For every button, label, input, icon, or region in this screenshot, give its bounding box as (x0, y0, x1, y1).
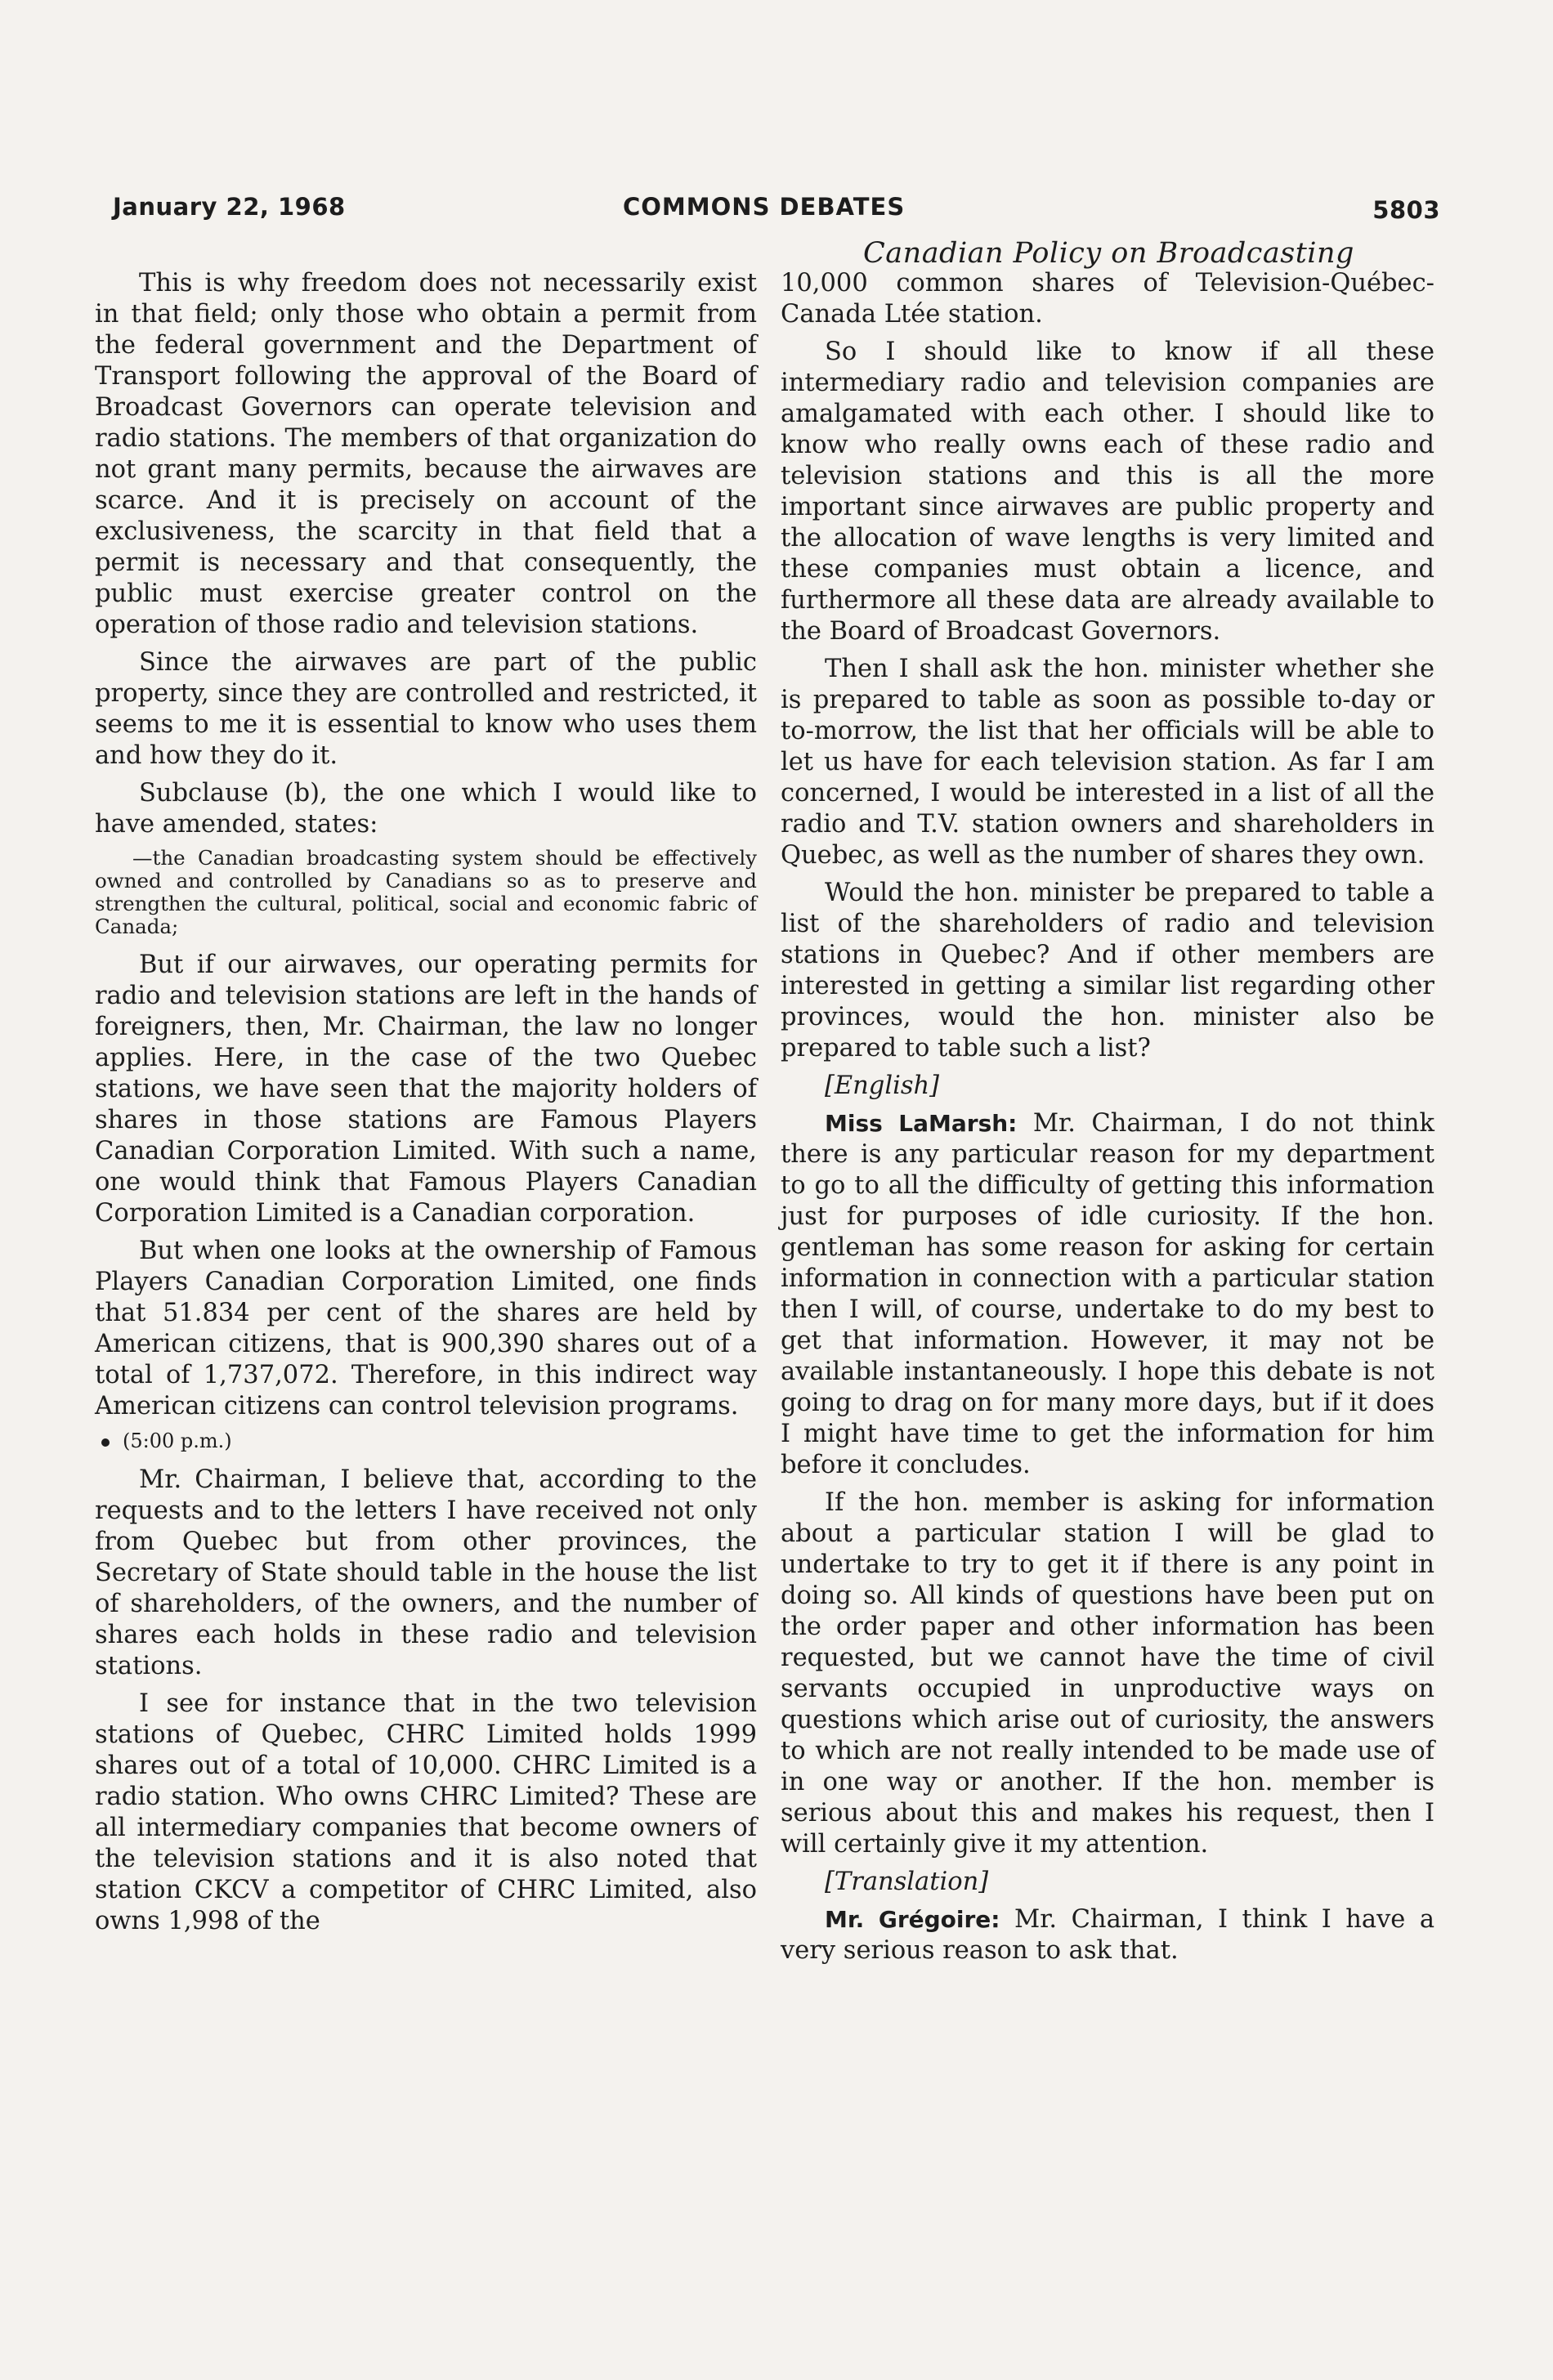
speech-paragraph (781, 1108, 1434, 1481)
paragraph: 10,000 common shares of Television-Québec-Canada Ltée station. (781, 269, 1434, 329)
running-head (113, 193, 1440, 229)
time-marker-text: (5:00 p.m.) (123, 1429, 232, 1452)
paragraph: Since the airwaves are part of the public property, since they are controlled and restricted, it seems to me it is essential to know who uses them and how they do it. (95, 648, 757, 770)
bullet-icon (101, 1438, 110, 1447)
left-column (95, 268, 757, 1944)
paragraph: Then I shall ask the hon. minister whether she is prepared to table as soon as possible to-day or to-morrow, the list that her officials will be able to let us have for each television station. As far I am concerned, I would be interested in a list of all the radio and T.V. station owners and shareholders in Quebec, as well as the number of shares they own. (781, 655, 1434, 870)
header-date: January 22, 1968 (113, 193, 346, 221)
paragraph: So I should like to know if all these intermediary radio and television companies are amalgamated with each other. I should like to know who really owns each of these radio and television stations and this is all the more important since airwaves are public property and the allocation of wave lengths is very limited and these companies must obtain a licence, and furthermore all these data are already available to the Board of Broadcast Governors. (781, 338, 1434, 646)
paragraph: Would the hon. minister be prepared to table a list of the shareholders of radio and television stations in Quebec? And if other members are interested in getting a similar list regarding other provinces, would the hon. minister also be prepared to table such a list? (781, 879, 1434, 1062)
language-tag: [English] (825, 1071, 940, 1100)
speaker-name: Mr. Grégoire: (825, 1906, 1000, 1933)
paragraph: This is why freedom does not necessarily exist in that field; only those who obtain a permit from the federal government and the Department of Transport following the approval of the Board of Broadcast Governors can operate television and radio stations. The members of that organization do not grant many permits, because the airwaves are scarce. And it is precisely on account of the exclusiveness, the scarcity in that field that a permit is necessary and that consequently, the public must exercise greater control on the operation of those radio and television stations. (95, 269, 757, 639)
speech-paragraph (781, 1904, 1434, 1966)
language-tag: [Translation] (825, 1868, 989, 1896)
quoted-subclause: —the Canadian broadcasting system should be effectively owned and controlled by Canadians so as to preserve and strengthen the cultural, political, social and economic fabric of Canada; (95, 846, 757, 938)
paragraph: If the hon. member is asking for information about a particular station I will be glad to undertake to try to get it if there is any point in doing so. All kinds of questions have been put on the order paper and other information has been requested, but we cannot have the time of civil servants occupied in unproductive ways on questions which arise out of curiosity, the answers to which are not really intended to be made use of in one way or another. If the hon. member is serious about this and makes his request, then I will certainly give it my attention. (781, 1488, 1434, 1859)
right-column (781, 268, 1434, 1973)
header-title: COMMONS DEBATES (623, 193, 906, 221)
paragraph: I see for instance that in the two television stations of Quebec, CHRC Limited holds 1999 shares out of a total of 10,000. CHRC Limited is a radio station. Who owns CHRC Limited? These are all intermediary companies that become owners of the television stations and it is also noted that station CKCV a competitor of CHRC Limited, also owns 1,998 of the (95, 1689, 757, 1935)
speech-text: Mr. Chairman, I think I have a very serious reason to ask that. (781, 1905, 1435, 1965)
subject-heading: Canadian Policy on Broadcasting (863, 237, 1354, 270)
paragraph: But if our airwaves, our operating permits for radio and television stations are left in the hands of foreigners, then, Mr. Chairman, the law no longer applies. Here, in the case of the two Quebec stations, we have seen that the majority holders of shares in those stations are Famous Players Canadian Corporation Limited. With such a name, one would think that Famous Players Canadian Corporation Limited is a Canadian corporation. (95, 951, 757, 1228)
paragraph: Subclause (b), the one which I would like to have amended, states: (95, 779, 757, 839)
speaker-name: Miss LaMarsh: (825, 1110, 1018, 1137)
time-marker (101, 1429, 757, 1453)
paragraph: But when one looks at the ownership of Famous Players Canadian Corporation Limited, one finds that 51.834 per cent of the shares are held by American citizens, that is 900,390 shares out of a total of 1,737,072. Therefore, in this indirect way American citizens can control television programs. (95, 1237, 757, 1420)
speech-text: Mr. Chairman, I do not think there is any particular reason for my department to go to all the difficulty of getting this information just for purposes of idle curiosity. If the hon. gentleman has some reason for asking for certain information in connection with a particular station then I will, of course, undertake to do my best to get that information. However, it may not be available instantaneously. I hope this debate is not going to drag on for many more days, but if it does I might have time to get the information for him before it concludes. (781, 1109, 1434, 1479)
page-number: 5803 (1372, 196, 1440, 224)
paragraph: Mr. Chairman, I believe that, according to the requests and to the letters I have received not only from Quebec but from other provinces, the Secretary of State should table in the house the list of shareholders, of the owners, and the number of shares each holds in these radio and television stations. (95, 1465, 757, 1680)
